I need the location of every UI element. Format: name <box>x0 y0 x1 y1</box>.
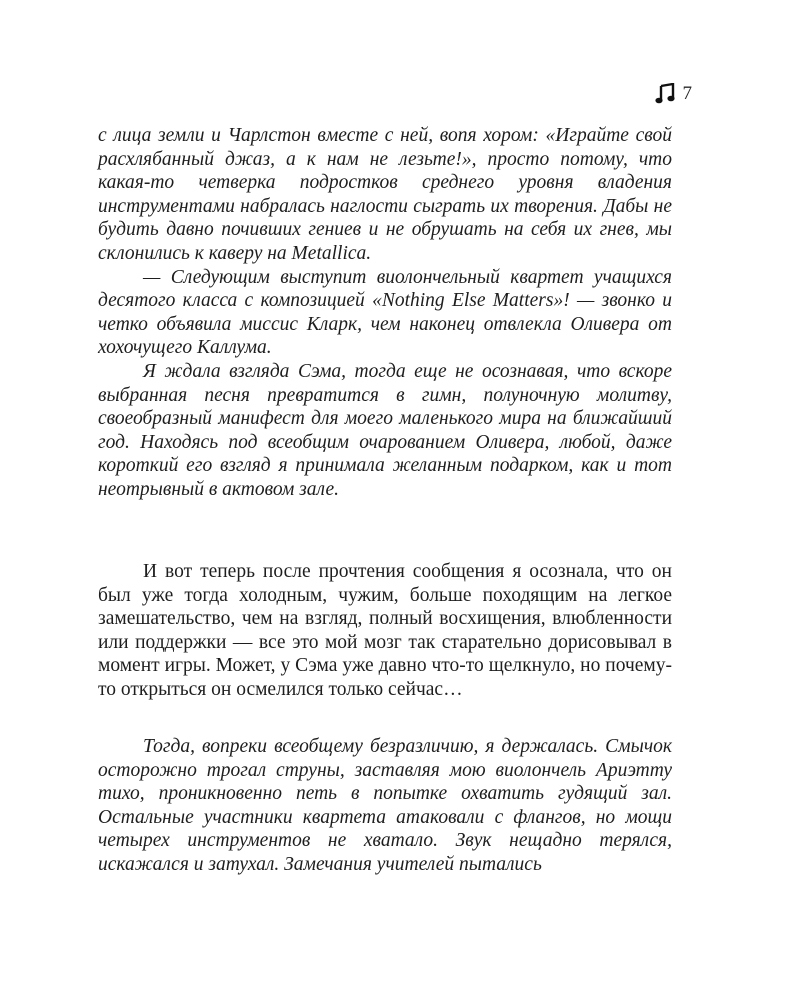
paragraph: — Следующим выступит виолончельный квартет учащихся десятого класса с композицией «Nothing Else Matters»! — звонко и четко объявила миссис Кларк, чем наконец отвлекла Оливера от хохочущего Каллума. <box>98 266 672 359</box>
italic-passage-2 <box>98 735 672 877</box>
paragraph: с лица земли и Чарлстон вместе с ней, вопя хором: «Играйте свой расхлябанный джаз, а к нам не лезьте!», просто потому, что какая-то четверка подростков среднего уровня владения инструментами набралась наглости сыграть их творения. Дабы не будить давно почивших гениев и не обрушать на себя их гнев, мы склонились к каверу на Metallica. <box>98 125 672 264</box>
paragraph: Я ждала взгляда Сэма, тогда еще не осознавая, что вскоре выбранная песня превратится в гимн, полуночную молитву, своеобразный манифест для моего маленького мира на ближайший год. Находясь под всеобщим очарованием Оливера, любой, даже короткий его взгляд я принимала желанным подарком, как и тот неотрывный в актовом зале. <box>98 360 672 500</box>
roman-passage <box>98 560 672 702</box>
music-note-icon <box>655 83 675 105</box>
paragraph: И вот теперь после прочтения сообщения я осознала, что он был уже тогда холодным, чужим, больше походящим на легкое замешательство, чем на взгляд, полный восхищения, влюбленности или поддержки — все это мой мозг так старательно дорисовывал в момент игры. Может, у Сэма уже давно что-то щелкнуло, но почему-то открыться он осмелился только сейчас… <box>98 561 672 700</box>
paragraph: Тогда, вопреки всеобщему безразличию, я держалась. Смычок осторожно трогал струны, заставляя мою виолончель Ариэтту тихо, проникновенно петь в попытке охватить гудящий зал. Остальные участники квартета атаковали с флангов, но мощи четырех инструментов не хватало. Звук нещадно терялся, искажался и затухал. Замечания учителей пытались <box>98 736 672 875</box>
page-number: 7 <box>682 83 692 104</box>
page-header <box>655 80 693 108</box>
italic-passage-1 <box>98 124 672 502</box>
